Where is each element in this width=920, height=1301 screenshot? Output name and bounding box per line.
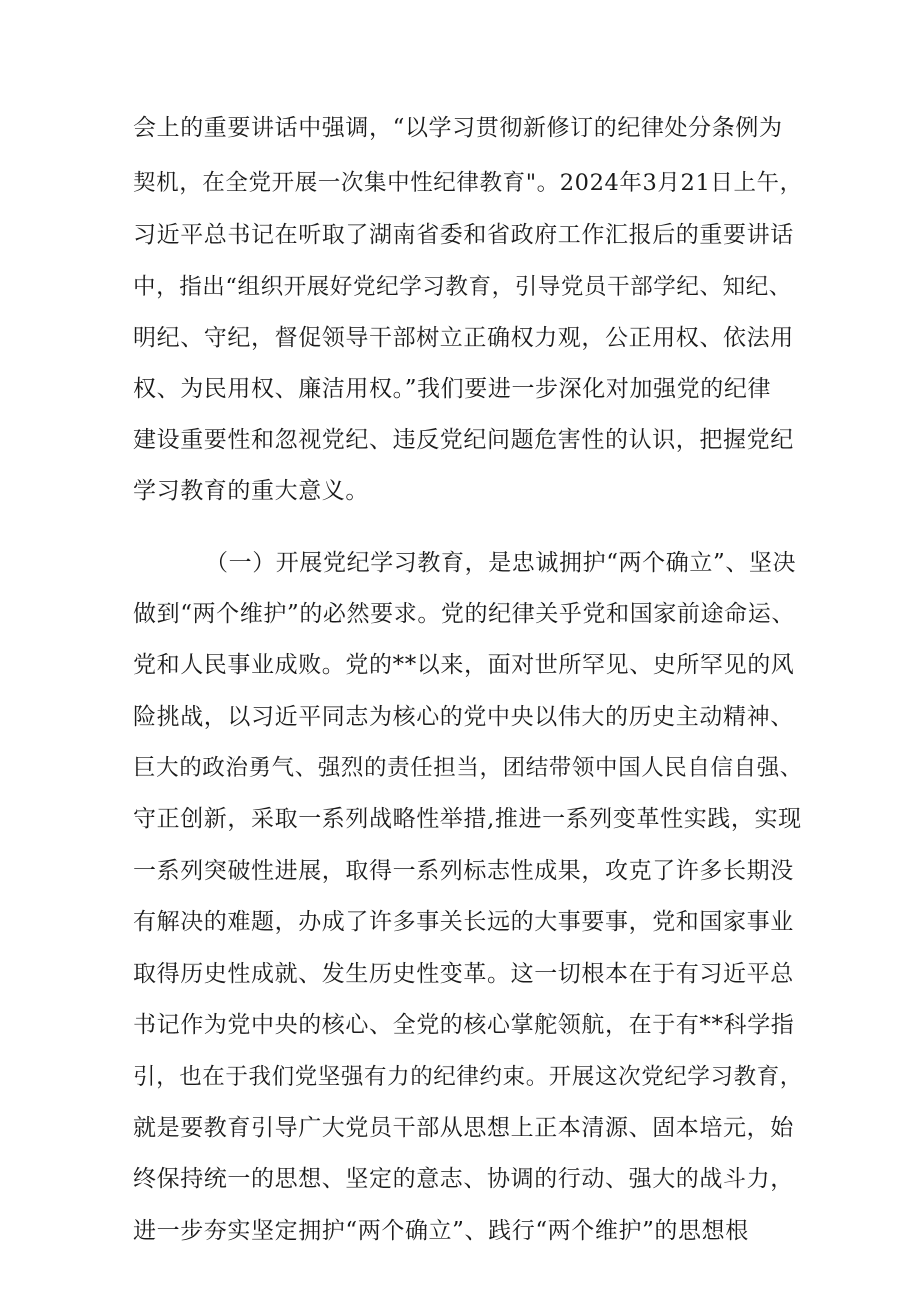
paragraph-line: 学习教育的重大意义。 <box>133 478 369 504</box>
section-heading-line: （一）开展党纪学习教育，是忠诚拥护“两个确立”、坚决 <box>205 550 797 576</box>
paragraph-line: 引，也在于我们党坚强有力的纪律约束。开展这次党纪学习教育， <box>133 1064 803 1090</box>
paragraph-line: 习近平总书记在听取了湖南省委和省政府工作汇报后的重要讲话 <box>133 222 794 248</box>
paragraph-line: 党和人民事业成败。党的**以来，面对世所罕见、史所罕见的风 <box>133 652 795 678</box>
paragraph-line: 取得历史性成就、发生历史性变革。这一切根本在于有习近平总 <box>133 961 794 987</box>
paragraph-line: 建设重要性和忽视党纪、违反党纪问题危害性的认识，把握党纪 <box>133 427 794 453</box>
paragraph-line: 进一步夯实坚定拥护“两个确立”、践行“两个维护”的思想根 <box>133 1218 749 1244</box>
paragraph-line: 就是要教育引导广大党员干部从思想上正本清源、固本培元，始 <box>133 1115 794 1141</box>
paragraph-line: 契机，在全党开展一次集中性纪律教育"。2024年3月21日上午， <box>133 170 803 196</box>
paragraph-line: 会上的重要讲话中强调，“以学习贯彻新修订的纪律处分条例为 <box>133 115 783 141</box>
paragraph-line: 一系列突破性进展，取得一系列标志性成果，攻克了许多长期没 <box>133 858 794 884</box>
paragraph-line: 做到“两个维护”的必然要求。党的纪律关乎党和国家前途命运、 <box>133 601 795 627</box>
paragraph-line: 书记作为党中央的核心、全党的核心掌舵领航，在于有**科学指 <box>133 1012 795 1038</box>
paragraph-line: 权、为民用权、廉洁用权。”我们要进一步深化对加强党的纪律 <box>133 376 772 402</box>
paragraph-line: 明纪、守纪，督促领导干部树立正确权力观，公正用权、依法用 <box>133 325 794 351</box>
paragraph-line: 巨大的政治勇气、强烈的责任担当，团结带领中国人民自信自强、 <box>133 755 803 781</box>
paragraph-line: 守正创新，采取一系列战略性举措,推进一系列变革性实践，实现 <box>133 806 802 832</box>
paragraph-line: 终保持统一的思想、坚定的意志、协调的行动、强大的战斗力， <box>133 1166 794 1192</box>
paragraph-line: 中，指出“组织开展好党纪学习教育，引导党员干部学纪、知纪、 <box>133 274 792 300</box>
paragraph-line: 有解决的难题，办成了许多事关长远的大事要事，党和国家事业 <box>133 909 794 935</box>
paragraph-line: 险挑战，以习近平同志为核心的党中央以伟大的历史主动精神、 <box>133 704 794 730</box>
